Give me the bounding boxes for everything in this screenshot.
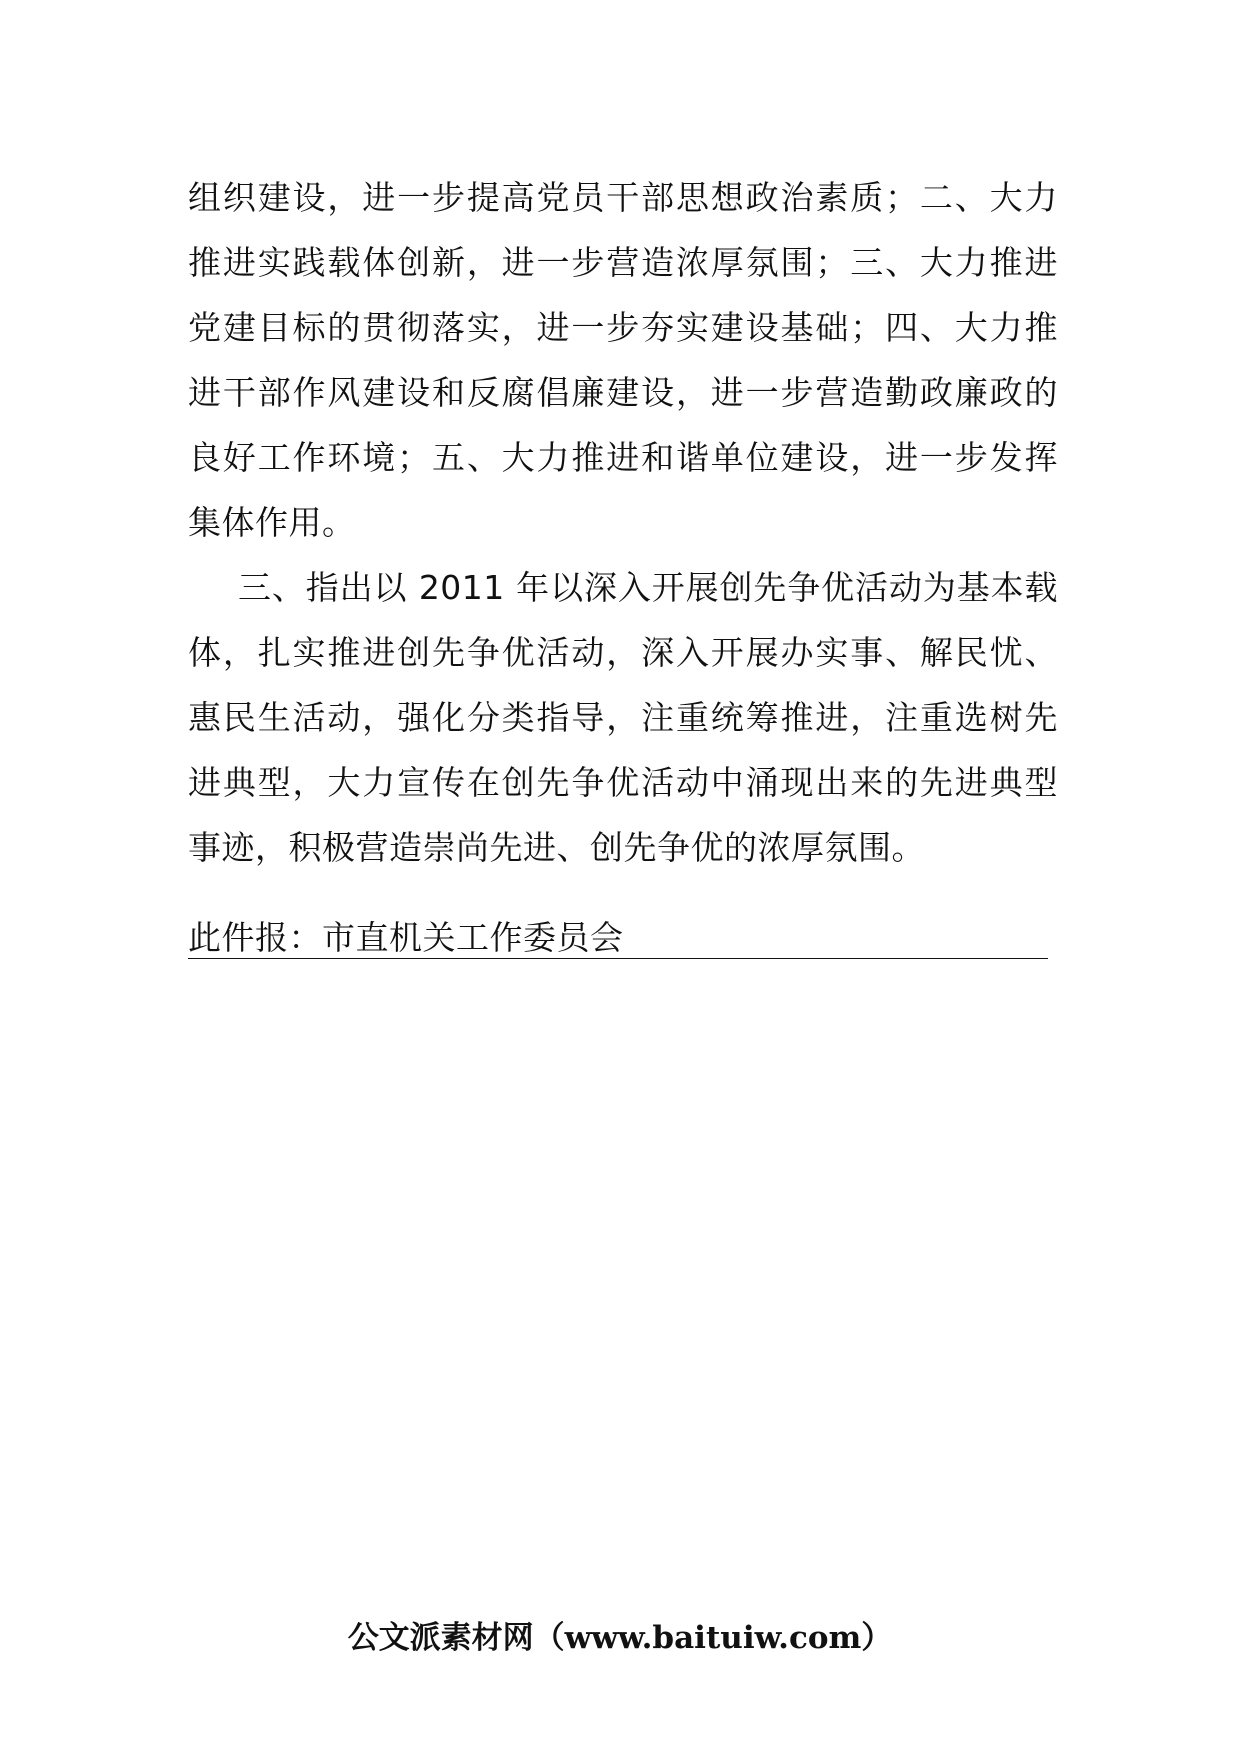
footer-watermark-text: 公文派素材网（www.baituiw.com） [347, 1620, 893, 1656]
paragraph-continuation: 组织建设，进一步提高党员干部思想政治素质；二、大力推进实践载体创新，进一步营造浓厚氛围；三、大力推进党建目标的贯彻落实，进一步夯实建设基础；四、大力推进干部作风建设和反腐倡廉建设，进一步营造勤政廉政的良好工作环境；五、大力推进和谐单位建设，进一步发挥集体作用。 [188, 178, 1058, 542]
document-body [188, 165, 1058, 880]
cc-recipient-line: 此件报：市直机关工作委员会 [188, 918, 1048, 959]
paragraph-section-three: 三、指出以 2011 年以深入开展创先争优活动为基本载体，扎实推进创先争优活动，深入开展办实事、解民忧、惠民生活动，强化分类指导，注重统筹推进，注重选树先进典型，大力宣传在创先争优活动中涌现出来的先进典型事迹，积极营造崇尚先进、创先争优的浓厚氛围。 [188, 568, 1058, 867]
